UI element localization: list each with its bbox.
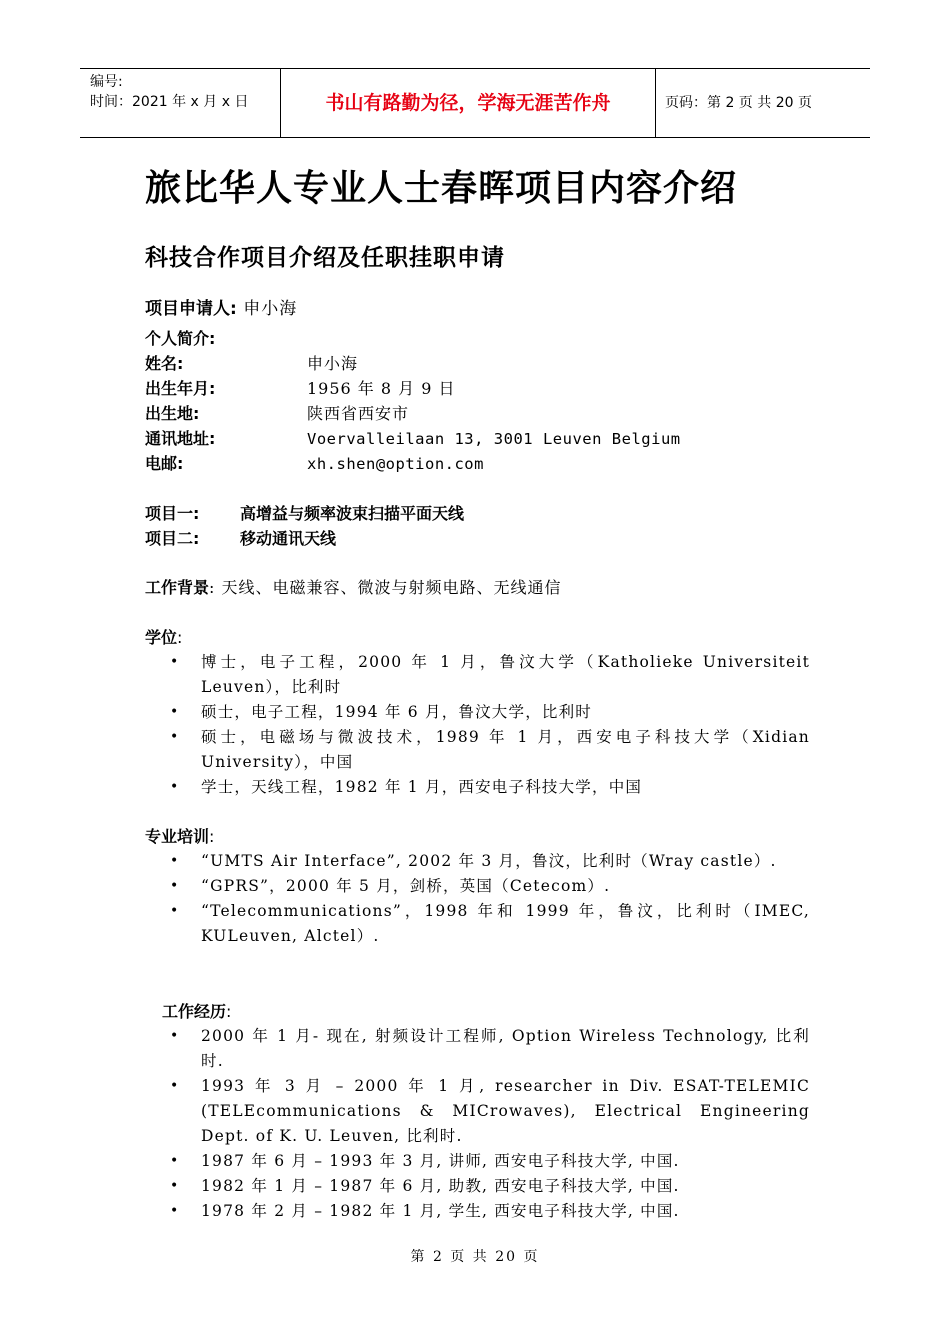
training-text: “GPRS”，2000 年 5 月，剑桥，英国（Cetecom）. bbox=[201, 877, 611, 895]
profile-value-email[interactable]: xh.shen@option.com bbox=[307, 455, 484, 473]
header-page-info: 页码：第 2 页 共 20 页 bbox=[665, 95, 812, 111]
applicant-line bbox=[145, 297, 297, 321]
bullet-icon: • bbox=[170, 853, 180, 869]
experience-text: 1987 年 6 月 – 1993 年 3 月, 讲师, 西安电子科技大学, 中国. bbox=[201, 1152, 680, 1170]
profile-label: 姓名: bbox=[145, 354, 184, 373]
work-background-label: 工作背景 bbox=[145, 578, 210, 597]
document-date: 时间：2021 年 x 月 x 日 bbox=[90, 94, 249, 110]
profile-label-birth bbox=[145, 377, 215, 401]
list-item bbox=[170, 874, 810, 899]
profile-value-birth: 1956 年 8 月 9 日 bbox=[307, 379, 456, 398]
project-label: 项目二: bbox=[145, 529, 200, 548]
header-motto: 书山有路勤为径，学海无涯苦作舟 bbox=[281, 69, 656, 137]
experience-heading-colon: : bbox=[226, 1002, 232, 1021]
list-item bbox=[170, 849, 810, 874]
work-background bbox=[145, 576, 562, 600]
bullet-icon: • bbox=[170, 704, 180, 720]
training-heading-colon: : bbox=[209, 827, 215, 846]
profile-label-birthplace bbox=[145, 402, 199, 426]
profile-value-name: 申小海 bbox=[307, 354, 359, 373]
degrees-list bbox=[170, 650, 810, 800]
training-heading-text: 专业培训 bbox=[145, 827, 210, 846]
list-item bbox=[170, 1149, 810, 1174]
list-item bbox=[170, 1174, 810, 1199]
applicant-name: 申小海 bbox=[236, 299, 298, 319]
profile-label: 电邮: bbox=[145, 454, 184, 473]
bullet-icon: • bbox=[170, 1203, 180, 1219]
list-item bbox=[170, 775, 810, 800]
applicant-label: 项目申请人: bbox=[145, 299, 237, 319]
list-item bbox=[170, 899, 810, 949]
degree-text: 博士，电子工程，2000 年 1 月，鲁汶大学（Katholieke Universiteit Leuven），比利时 bbox=[201, 653, 810, 696]
bullet-icon: • bbox=[170, 779, 180, 795]
profile-heading-text: 个人简介: bbox=[145, 329, 216, 348]
profile-value-address: Voervalleilaan 13, 3001 Leuven Belgium bbox=[307, 430, 681, 448]
bullet-icon: • bbox=[170, 729, 180, 745]
profile-value-birthplace: 陕西省西安市 bbox=[307, 404, 410, 423]
training-heading bbox=[145, 825, 214, 849]
degree-text: 硕士，电子工程，1994 年 6 月，鲁汶大学，比利时 bbox=[201, 703, 592, 721]
experience-text: 2000 年 1 月- 现在, 射频设计工程师, Option Wireless Technology, 比利时. bbox=[201, 1027, 810, 1070]
profile-label: 出生地: bbox=[145, 404, 200, 423]
profile-label-name bbox=[145, 352, 183, 376]
list-item bbox=[170, 725, 810, 775]
training-text: “UMTS Air Interface”, 2002 年 3 月，鲁汶，比利时（Wray castle）. bbox=[201, 852, 777, 870]
degrees-heading-text: 学位 bbox=[145, 628, 178, 647]
experience-heading-text: 工作经历 bbox=[162, 1002, 227, 1021]
project-2-title: 移动通讯天线 bbox=[240, 529, 337, 548]
bullet-icon: • bbox=[170, 878, 180, 894]
degree-text: 硕士，电磁场与微波技术，1989 年 1 月，西安电子科技大学（Xidian University），中国 bbox=[201, 728, 810, 771]
document-number: 编号: bbox=[90, 74, 123, 90]
work-background-value: : 天线、电磁兼容、微波与射频电路、无线通信 bbox=[209, 578, 562, 597]
profile-label-email bbox=[145, 452, 183, 476]
profile-label: 出生年月: bbox=[145, 379, 216, 398]
project-label: 项目一: bbox=[145, 504, 200, 523]
degrees-heading-colon: : bbox=[177, 628, 183, 647]
list-item bbox=[170, 1199, 810, 1224]
degrees-heading bbox=[145, 626, 182, 650]
profile-label-address bbox=[145, 427, 215, 451]
header-meta-cell bbox=[80, 69, 281, 137]
page-footer: 第 2 页 共 20 页 bbox=[410, 1249, 540, 1265]
bullet-icon: • bbox=[170, 1078, 180, 1094]
degree-text: 学士，天线工程，1982 年 1 月，西安电子科技大学，中国 bbox=[201, 778, 643, 796]
list-item bbox=[170, 1024, 810, 1074]
page-header bbox=[80, 68, 870, 138]
page-subtitle: 科技合作项目介绍及任职挂职申请 bbox=[145, 245, 505, 271]
experience-heading bbox=[162, 1000, 231, 1024]
project-2-label bbox=[145, 527, 199, 551]
experience-list bbox=[170, 1024, 810, 1224]
bullet-icon: • bbox=[170, 1178, 180, 1194]
project-1-label bbox=[145, 502, 199, 526]
profile-heading bbox=[145, 327, 215, 351]
training-list bbox=[170, 849, 810, 949]
bullet-icon: • bbox=[170, 1028, 180, 1044]
bullet-icon: • bbox=[170, 903, 180, 919]
experience-text: 1993 年 3 月 – 2000 年 1 月, researcher in Div. ESAT-TELEMIC (TELEcommunications & MICrowaves), Electrical Engineering Dept. of K. U. Leuven, 比利时. bbox=[201, 1077, 810, 1145]
list-item bbox=[170, 700, 810, 725]
profile-label: 通讯地址: bbox=[145, 429, 216, 448]
training-text: “Telecommunications”，1998 年和 1999 年，鲁汶，比利时（IMEC, KULeuven, Alctel）. bbox=[201, 902, 810, 945]
bullet-icon: • bbox=[170, 654, 180, 670]
list-item bbox=[170, 1074, 810, 1149]
experience-text: 1978 年 2 月 – 1982 年 1 月, 学生, 西安电子科技大学, 中国. bbox=[201, 1202, 680, 1220]
experience-text: 1982 年 1 月 – 1987 年 6 月, 助教, 西安电子科技大学, 中国. bbox=[201, 1177, 680, 1195]
page-title: 旅比华人专业人士春晖项目内容介绍 bbox=[145, 167, 738, 209]
list-item bbox=[170, 650, 810, 700]
project-1-title: 高增益与频率波束扫描平面天线 bbox=[240, 504, 465, 523]
bullet-icon: • bbox=[170, 1153, 180, 1169]
